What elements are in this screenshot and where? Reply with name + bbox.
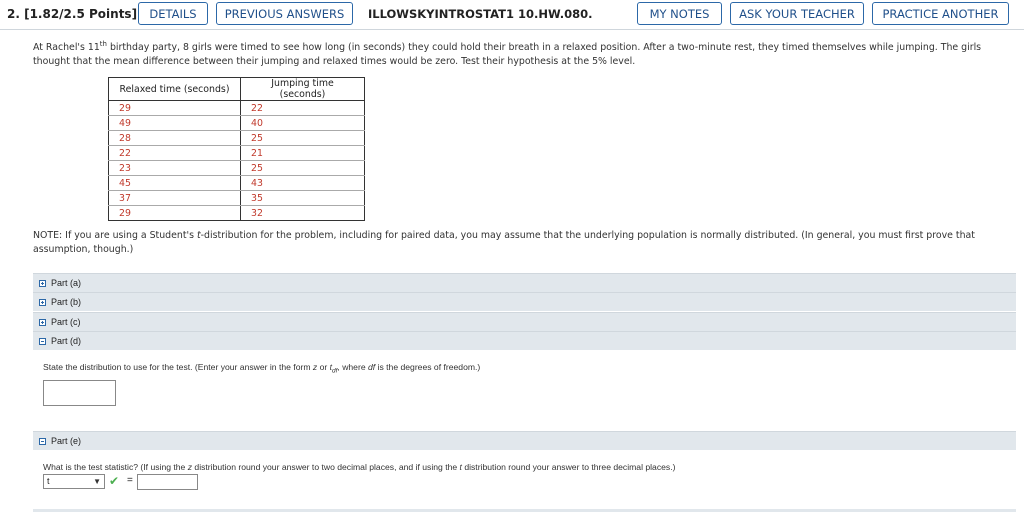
t-italic: t <box>329 362 332 372</box>
question-header <box>0 0 1024 30</box>
part-e-prompt-1: What is the test statistic? (If using the <box>43 462 188 472</box>
part-b-label: Part (b) <box>51 297 82 307</box>
column-header-jumping: Jumping time (seconds) <box>241 78 365 101</box>
distribution-note <box>33 229 1008 257</box>
table-row <box>109 206 365 221</box>
part-c-toggle[interactable] <box>33 312 1016 331</box>
jumping-cell: 40 <box>241 116 365 131</box>
test-statistic-input[interactable] <box>137 474 198 490</box>
part-e-prompt-3: distribution round your answer to three decimal places.) <box>461 462 676 472</box>
relaxed-cell: 49 <box>109 116 241 131</box>
jumping-cell: 43 <box>241 176 365 191</box>
table-row <box>109 176 365 191</box>
part-e-prompt <box>43 462 675 472</box>
relaxed-cell: 22 <box>109 146 241 161</box>
previous-answers-button[interactable]: PREVIOUS ANSWERS <box>216 2 353 25</box>
checkmark-icon: ✔ <box>109 474 120 488</box>
ask-teacher-button[interactable]: ASK YOUR TEACHER <box>730 2 864 25</box>
assignment-id: ILLOWSKYINTROSTAT1 10.HW.080. <box>368 7 593 21</box>
data-table <box>108 77 365 221</box>
my-notes-button[interactable]: MY NOTES <box>637 2 722 25</box>
part-e-label: Part (e) <box>51 436 82 446</box>
part-a-label: Part (a) <box>51 278 82 288</box>
table-row <box>109 131 365 146</box>
problem-statement <box>33 41 1008 69</box>
z-italic: z <box>312 362 318 372</box>
part-a-toggle[interactable] <box>33 273 1016 292</box>
part-e-toggle[interactable] <box>33 431 1016 450</box>
part-e-prompt-2: distribution round your answer to two decimal places, and if using the <box>192 462 460 472</box>
chevron-down-icon: ▼ <box>93 477 101 486</box>
part-d-prompt <box>43 362 480 375</box>
jumping-cell: 22 <box>241 101 365 116</box>
part-d-prompt-1: State the distribution to use for the test. (Enter your answer in the form <box>43 362 313 372</box>
part-d-toggle[interactable] <box>33 331 1016 350</box>
relaxed-cell: 45 <box>109 176 241 191</box>
minus-box-icon <box>39 338 46 345</box>
table-row <box>109 101 365 116</box>
df-italic: df <box>368 362 376 372</box>
part-d-label: Part (d) <box>51 336 82 346</box>
problem-text-start: At Rachel's 11 <box>33 42 100 53</box>
relaxed-cell: 29 <box>109 101 241 116</box>
plus-box-icon <box>39 299 46 306</box>
part-c-label: Part (c) <box>51 317 81 327</box>
part-d-prompt-2: , where <box>337 362 368 372</box>
column-header-relaxed: Relaxed time (seconds) <box>109 78 241 101</box>
note-text-start: NOTE: If you are using a Student's <box>33 230 197 241</box>
statistic-type-select[interactable] <box>43 474 105 489</box>
t-italic: t <box>459 462 462 472</box>
table-row <box>109 161 365 176</box>
relaxed-cell: 29 <box>109 206 241 221</box>
note-t-italic: t <box>196 230 201 241</box>
jumping-cell: 25 <box>241 131 365 146</box>
part-d-prompt-3: is the degrees of freedom.) <box>375 362 481 372</box>
equals-sign: = <box>127 475 133 486</box>
jumping-cell: 32 <box>241 206 365 221</box>
note-text-end: -distribution for the problem, including for paired data, you may assume that the underlying population is normally distributed. (In general, you must first prove that assumption, though.) <box>33 230 975 255</box>
problem-text-end: birthday party, 8 girls were timed to see how long (in seconds) they could hold their breath in a relaxed position. After a two-minute rest, they timed themselves while jumping. The girls thought that the mean difference between their jumping and relaxed times would be zero. Test their hypothesis at the 5% level. <box>33 42 982 67</box>
distribution-answer-input[interactable] <box>43 380 116 406</box>
jumping-cell: 35 <box>241 191 365 206</box>
details-button[interactable]: DETAILS <box>138 2 208 25</box>
table-row <box>109 116 365 131</box>
or-text: or <box>317 362 330 372</box>
z-italic: z <box>187 462 193 472</box>
part-b-toggle[interactable] <box>33 292 1016 311</box>
table-row <box>109 146 365 161</box>
plus-box-icon <box>39 280 46 287</box>
relaxed-cell: 23 <box>109 161 241 176</box>
jumping-cell: 21 <box>241 146 365 161</box>
ordinal-suffix: th <box>99 39 107 48</box>
question-label: 2. [1.82/2.5 Points] <box>7 7 138 21</box>
plus-box-icon <box>39 319 46 326</box>
df-subscript: df <box>332 367 338 375</box>
jumping-cell: 25 <box>241 161 365 176</box>
table-row <box>109 191 365 206</box>
minus-box-icon <box>39 438 46 445</box>
relaxed-cell: 37 <box>109 191 241 206</box>
select-value: t <box>47 476 50 486</box>
relaxed-cell: 28 <box>109 131 241 146</box>
practice-another-button[interactable]: PRACTICE ANOTHER <box>872 2 1009 25</box>
